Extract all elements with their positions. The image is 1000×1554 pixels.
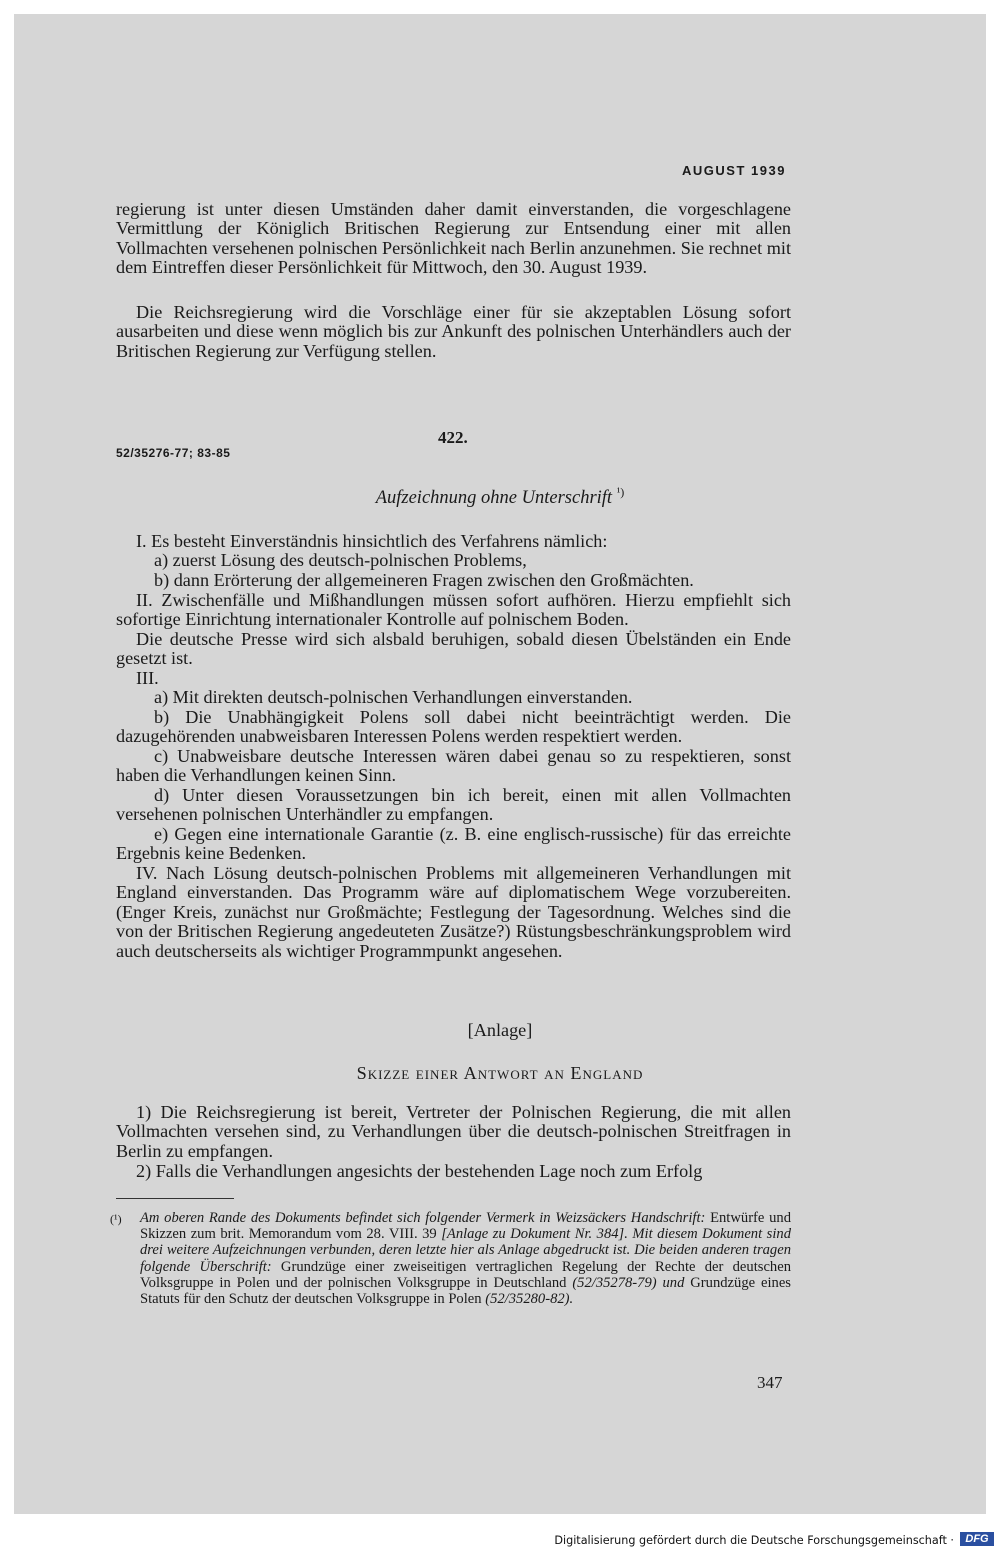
annex-item: 2) Falls die Verhandlungen angesichts der bestehenden Lage noch zum Erfolg	[136, 1161, 703, 1181]
footnote-segment: Entwürfe und Skizzen zum brit. Memorandum vom 28. VIII. 39	[140, 1210, 791, 1243]
document-title	[0, 485, 1000, 509]
list-item: IV. Nach Lösung deutsch-polnischen Problems mit allgemeineren Verhandlungen mit England einverstanden. Das Programm wäre auf diplomatischem Wege vorzubereiten. (Enger Kreis, zunächst nur Großmächte; Festlegung der Tagesordnung. Welches sind die von der Britischen Regierung angedeuteten Zusätze?) Rüstungsbeschränkungsproblem wird auch deutscherseits als wichtiger Programmpunkt angesehen.	[116, 863, 791, 961]
annex-title: Skizze einer Antwort an England	[356, 1063, 644, 1083]
list-item: c) Unabweisbare deutsche Interessen wären dabei genau so zu respektieren, sonst haben die Verhandlungen keinen Sinn.	[116, 746, 791, 786]
list-item: III.	[136, 668, 159, 688]
footnote-divider	[116, 1198, 234, 1199]
dfg-logo-icon: DFG	[960, 1532, 994, 1546]
document-number: 422.	[438, 428, 468, 447]
page-number: 347	[757, 1373, 783, 1392]
list-item: b) dann Erörterung der allgemeineren Fragen zwischen den Großmächten.	[154, 570, 694, 590]
list-item: I. Es besteht Einverständnis hinsichtlich des Verfahrens nämlich:	[136, 531, 608, 551]
footnote-marker: (¹)	[110, 1212, 122, 1226]
list-item: d) Unter diesen Voraussetzungen bin ich bereit, einen mit allen Vollmachten versehenen polnischen Unterhändler zu empfangen.	[116, 785, 791, 825]
footnote-segment: Grundzüge eines Statuts für den Schutz der deutschen Volksgruppe in Polen	[140, 1274, 791, 1308]
list-item: b) Die Unabhängigkeit Polens soll dabei nicht beeinträchtigt werden. Die dazugehörenden unabweisbaren Interessen Polens werden respektiert werden.	[116, 707, 791, 747]
list-item: a) zuerst Lösung des deutsch-polnischen Problems,	[154, 550, 527, 570]
running-head: AUGUST 1939	[682, 163, 786, 178]
document-title-text: Aufzeichnung ohne Unterschrift	[375, 488, 613, 509]
annex-label: [Anlage]	[467, 1020, 533, 1040]
digitization-notice: Digitalisierung gefördert durch die Deutsche Forschungsgemeinschaft ·	[554, 1534, 954, 1547]
footnote-segment: [Anlage zu Dokument Nr. 384]. Mit diesem Dokument sind drei weitere Aufzeichnungen verbunden, deren letzte hier als Anlage abgedruckt ist. Die beiden anderen tragen folgende Überschrift:	[140, 1226, 791, 1275]
footnote-segment: Am oberen Rande des Dokuments befindet sich folgender Vermerk in Weizsäckers Handschrift:	[140, 1210, 706, 1226]
list-item: Die deutsche Presse wird sich alsbald beruhigen, sobald diesen Übelständen ein Ende gesetzt ist.	[116, 629, 791, 669]
footnote-reference: ¹)	[616, 485, 625, 499]
body-paragraph: regierung ist unter diesen Umständen daher damit einverstanden, die vorgeschlagene Vermittlung der Königlich Britischen Regierung zur Entsendung einer mit allen Vollmachten versehenen polnischen Persönlichkeit nach Berlin anzunehmen. Sie rechnet mit dem Eintreffen dieser Persönlichkeit für Mittwoch, den 30. August 1939.	[116, 199, 791, 278]
body-paragraph: Die Reichsregierung wird die Vorschläge einer für sie akzeptablen Lösung sofort ausarbeiten und diese wenn möglich bis zur Ankunft des polnischen Unterhändlers auch der Britischen Regierung zur Verfügung stellen.	[116, 302, 791, 361]
footnote-segment: (52/35278-79) und	[572, 1274, 685, 1291]
list-item: e) Gegen eine internationale Garantie (z. B. eine englisch-russische) für das erreichte Ergebnis keine Bedenken.	[116, 824, 791, 864]
list-item: II. Zwischenfälle und Mißhandlungen müssen sofort aufhören. Hierzu empfiehlt sich sofortige Einrichtung internationaler Kontrolle auf polnischem Boden.	[116, 590, 791, 630]
list-item: a) Mit direkten deutsch-polnischen Verhandlungen einverstanden.	[154, 687, 633, 707]
footnote-segment: Grundzüge einer zweiseitigen vertraglichen Regelung der Rechte der deutschen Volksgruppe in Polen und der polnischen Volksgruppe in Deutschland	[140, 1258, 791, 1291]
footnote-segment: (52/35280-82).	[485, 1291, 574, 1308]
footnote	[140, 1210, 791, 1307]
archive-reference: 52/35276-77; 83-85	[116, 446, 231, 460]
annex-item: 1) Die Reichsregierung ist bereit, Vertreter der Polnischen Regierung, die mit allen Vollmachten versehen sind, zu Verhandlungen über die deutsch-polnischen Streitfragen in Berlin zu empfangen.	[116, 1102, 791, 1161]
